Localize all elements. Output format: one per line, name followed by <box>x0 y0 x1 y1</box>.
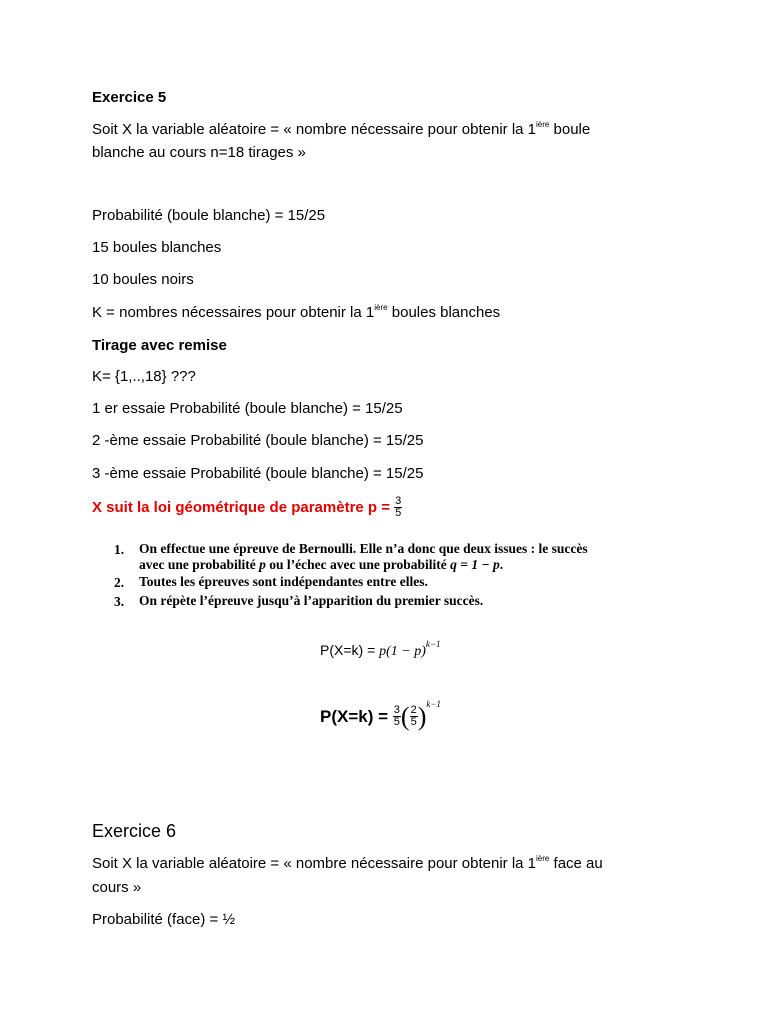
formula-specific: P(X=k) = $\frac{3}{5}$ ( $\frac{2}{5}$ )$^{k-1}$ <box>320 699 441 731</box>
list-item-2: Toutes les épreuves sont indépendantes entre elles. <box>139 574 428 589</box>
ex6-probability: Probabilité (face) = ½ <box>92 911 235 928</box>
ex5-try-2: 2 -ème essaie Probabilité (boule blanche) = 15/25 <box>92 432 424 449</box>
exercise-6-title: Exercice 6 <box>92 821 177 841</box>
exercise-5-title: Exercice 5 <box>92 89 167 106</box>
ex5-k-definition: K = nombres nécessaires pour obtenir la $1^{ière}$ boules blanches <box>92 303 501 321</box>
ex5-try-1: 1 er essaie Probabilité (boule blanche) = 15/25 <box>92 400 403 417</box>
ex6-definition-line2: cours » <box>92 879 142 896</box>
list-item-3: On répète l’épreuve jusqu’à l’apparition du premier succès. <box>139 593 484 608</box>
list-number-1: 1. <box>114 542 125 557</box>
list-number-3: 3. <box>114 594 125 609</box>
law-fraction: $\frac{3}{5}$ <box>395 495 402 519</box>
ex5-white-balls: 15 boules blanches <box>92 239 222 256</box>
ex5-black-balls: 10 boules noirs <box>92 271 194 288</box>
list-item-1-line1: On effectue une épreuve de Bernoulli. Elle n’a donc que deux issues : le succès <box>139 541 588 556</box>
list-item-1-line2: avec une probabilité p ou l’échec avec une probabilité q = 1 − p. <box>139 557 504 572</box>
ex5-probability: Probabilité (boule blanche) = 15/25 <box>92 207 326 224</box>
ex5-definition-line1: Soit X la variable aléatoire = « nombre nécessaire pour obtenir la $1^{ière}$ boule <box>92 120 591 138</box>
ex5-geometric-law: X suit la loi géométrique de paramètre p = $\frac{3}{5}$ <box>92 495 402 519</box>
ex6-definition-line1: Soit X la variable aléatoire = « nombre nécessaire pour obtenir la $1^{ière}$ face au <box>92 854 603 872</box>
ex5-tirage-heading: Tirage avec remise <box>92 337 227 354</box>
formula-fraction-2-5: $\frac{2}{5}$ <box>410 704 417 729</box>
list-number-2: 2. <box>114 575 125 590</box>
formula-fraction-3-5: $\frac{3}{5}$ <box>393 704 400 729</box>
ex5-definition-line2: blanche au cours n=18 tirages » <box>92 144 306 161</box>
formula-general: $P(X=k) = p(1 - p)^{k-1}$ <box>320 639 441 659</box>
ex5-k-set: K= {1,..,18} ??? <box>92 368 196 385</box>
ex5-try-3: 3 -ème essaie Probabilité (boule blanche) = 15/25 <box>92 465 424 482</box>
